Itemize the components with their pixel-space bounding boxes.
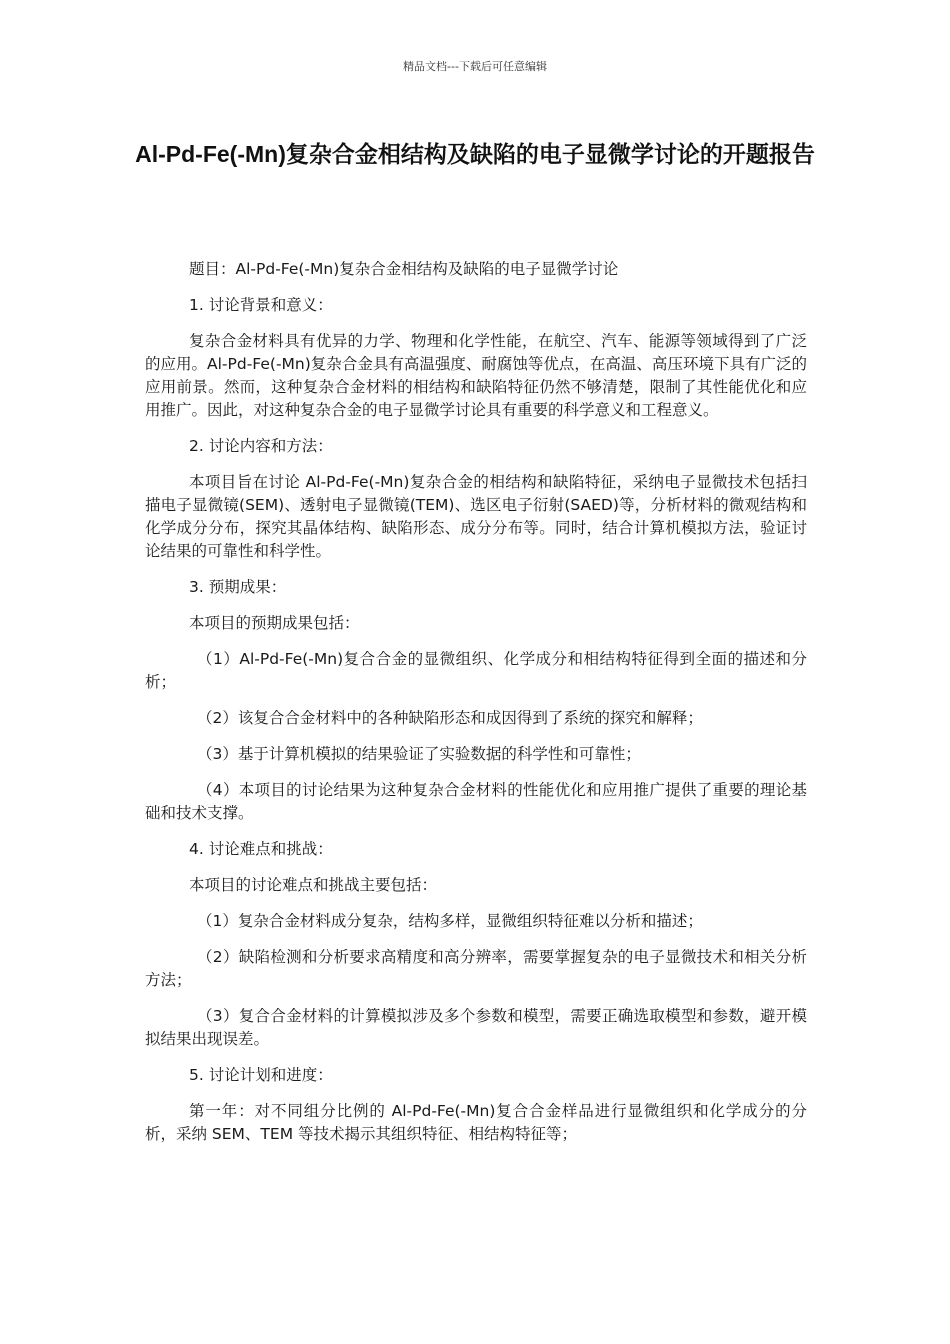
list-item-outcome-2: （2）该复合合金材料中的各种缺陷形态和成因得到了系统的探究和解释； — [197, 709, 703, 727]
document-body — [145, 258, 807, 1159]
paragraph-background: 复杂合金材料具有优异的力学、物理和化学性能，在航空、汽车、能源等领域得到了广泛的应用。Al-Pd-Fe(-Mn)复杂合金具有高温强度、耐腐蚀等优点，在高温、高压环境下具有广泛的应用前景。然而，这种复杂合金材料的相结构和缺陷特征仍然不够清楚，限制了其性能优化和应用推广。因此，对这种复杂合金的电子显微学讨论具有重要的科学意义和工程意义。 — [145, 332, 807, 419]
document-title: Al-Pd-Fe(-Mn)复杂合金相结构及缺陷的电子显微学讨论的开题报告 — [135, 141, 815, 167]
paragraph-methods: 本项目旨在讨论 Al-Pd-Fe(-Mn)复杂合金的相结构和缺陷特征，采纳电子显微技术包括扫描电子显微镜(SEM)、透射电子显微镜(TEM)、选区电子衍射(SAED)等，分析材料的微观结构和化学成分分布，探究其晶体结构、缺陷形态、成分分布等。同时，结合计算机模拟方法，验证讨论结果的可靠性和科学性。 — [145, 473, 807, 560]
list-item-outcome-3: （3）基于计算机模拟的结果验证了实验数据的科学性和可靠性； — [197, 745, 641, 763]
section-heading-challenges: 4. 讨论难点和挑战： — [189, 840, 333, 858]
list-item-outcome-1: （1）Al-Pd-Fe(-Mn)复合合金的显微组织、化学成分和相结构特征得到全面的描述和分析； — [145, 650, 807, 691]
paragraph-plan-year-1: 第一年：对不同组分比例的 Al-Pd-Fe(-Mn)复合合金样品进行显微组织和化学成分的分析，采纳 SEM、TEM 等技术揭示其组织特征、相结构特征等； — [145, 1102, 807, 1143]
list-item-outcome-4: （4）本项目的讨论结果为这种复杂合金材料的性能优化和应用推广提供了重要的理论基础和技术支撑。 — [145, 781, 807, 822]
paragraph-outcomes-intro: 本项目的预期成果包括： — [189, 614, 360, 632]
paragraph-challenges-intro: 本项目的讨论难点和挑战主要包括： — [189, 876, 438, 894]
list-item-challenge-1: （1）复杂合金材料成分复杂，结构多样，显微组织特征难以分析和描述； — [197, 912, 703, 930]
section-heading-outcomes: 3. 预期成果： — [189, 578, 287, 596]
section-heading-methods: 2. 讨论内容和方法： — [189, 437, 333, 455]
list-item-challenge-3: （3）复合合金材料的计算模拟涉及多个参数和模型，需要正确选取模型和参数，避开模拟结果出现误差。 — [145, 1007, 807, 1048]
section-heading-plan: 5. 讨论计划和进度： — [189, 1066, 333, 1084]
section-heading-background: 1. 讨论背景和意义： — [189, 296, 333, 314]
header-note: 精品文档---下载后可任意编辑 — [403, 60, 547, 73]
list-item-challenge-2: （2）缺陷检测和分析要求高精度和高分辨率，需要掌握复杂的电子显微技术和相关分析方法； — [145, 948, 807, 989]
paragraph-topic: 题目：Al-Pd-Fe(-Mn)复杂合金相结构及缺陷的电子显微学讨论 — [189, 260, 619, 278]
